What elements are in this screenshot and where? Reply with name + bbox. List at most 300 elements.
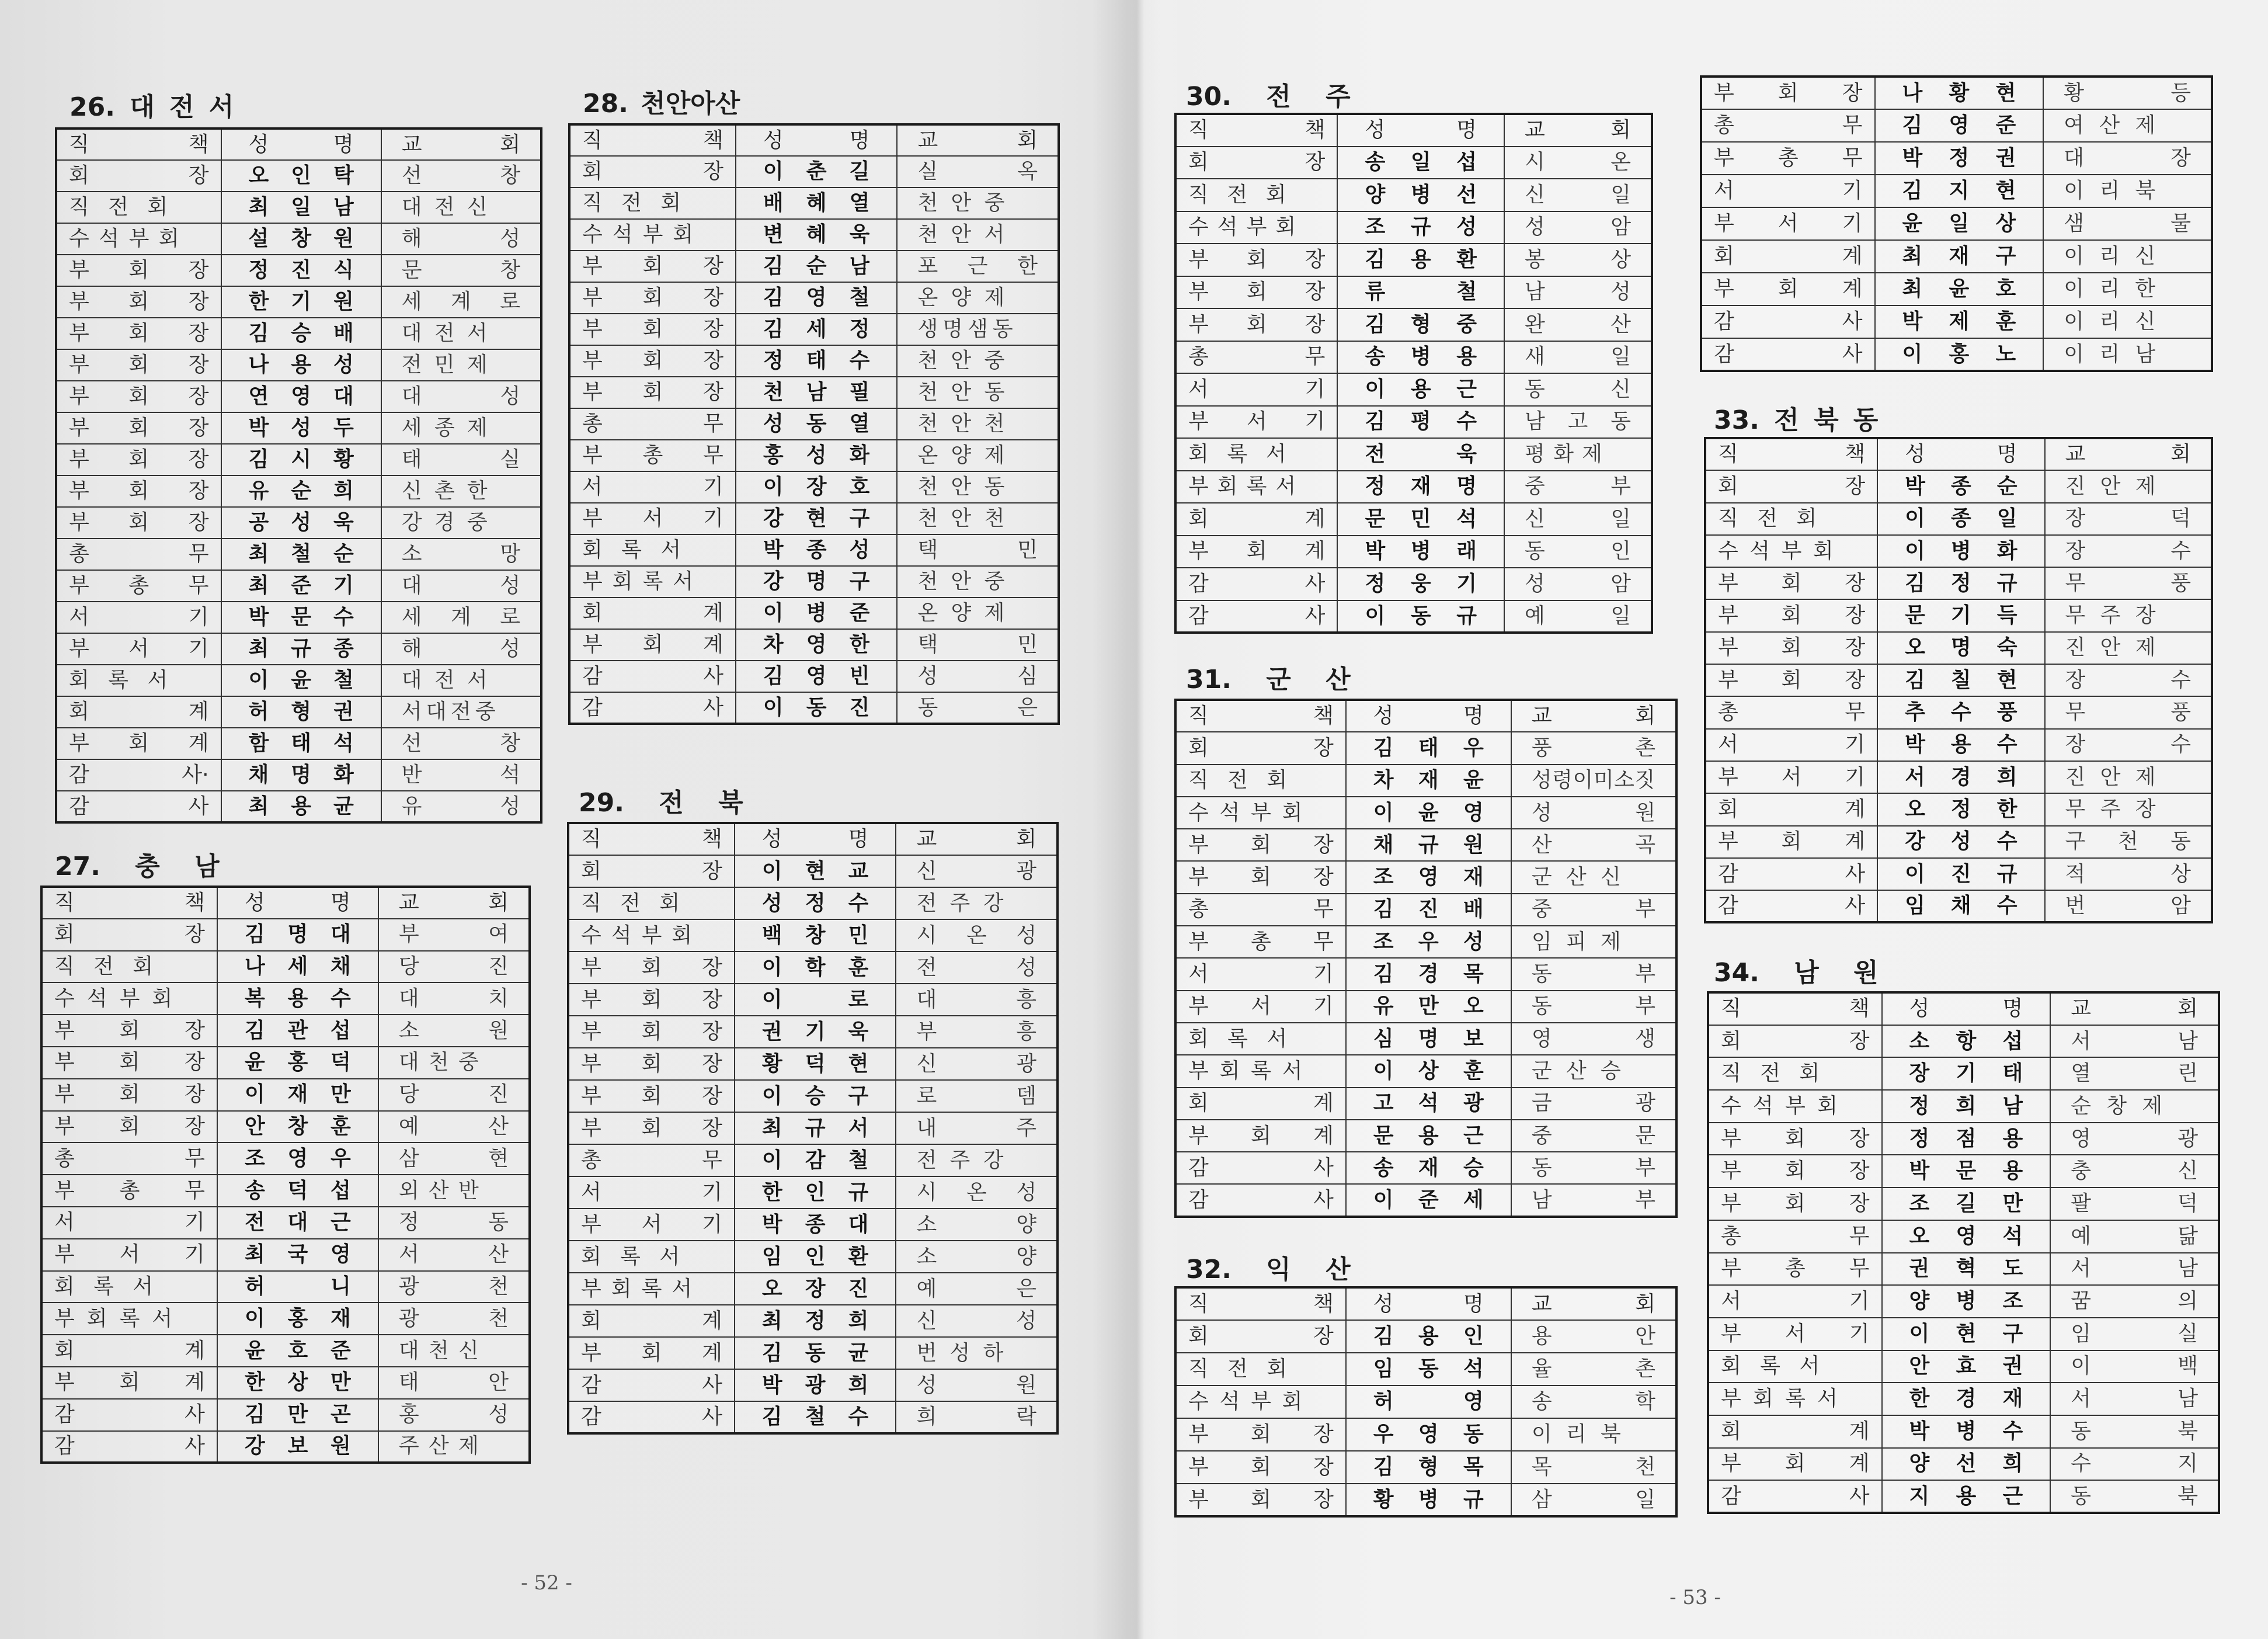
- header-label: 교 회: [401, 132, 520, 157]
- role-text: 부 회 장: [54, 1114, 205, 1138]
- role-cell: [568, 952, 735, 984]
- role-text: 부 회 계: [581, 1341, 722, 1365]
- role-text: 회록서: [1721, 1354, 1839, 1378]
- church-cell: [2050, 1220, 2219, 1253]
- table-row: [1175, 1385, 1676, 1418]
- church-text: 대전서: [401, 668, 500, 692]
- role-cell: [1705, 696, 1877, 728]
- table-row: [56, 602, 541, 633]
- church-cell: [2045, 632, 2212, 664]
- role-cell: [56, 570, 221, 602]
- role-cell: [41, 1079, 217, 1111]
- church-text: 이리북: [1531, 1422, 1636, 1446]
- church-text: 선 창: [401, 164, 520, 187]
- role-text: 부 회 장: [1718, 668, 1866, 692]
- role-text: 부 회 장: [1188, 865, 1334, 890]
- name-cell: [1346, 926, 1511, 958]
- role-text: 서 기: [69, 605, 209, 629]
- role-cell: [569, 219, 736, 251]
- church-cell: [896, 855, 1058, 887]
- church-text: 포 근 한: [917, 254, 1038, 278]
- table-row: [1175, 894, 1676, 926]
- role-text: 회 장: [1721, 1029, 1870, 1053]
- church-cell: [896, 1369, 1058, 1401]
- church-cell: [381, 696, 541, 728]
- role-cell: [41, 1111, 217, 1143]
- name-text: 김 형 중: [1365, 312, 1477, 336]
- church-text: 무 풍: [2065, 700, 2191, 725]
- church-text: 서 남: [2071, 1387, 2198, 1411]
- table-row: [41, 1367, 530, 1399]
- name-text: 박 종 성: [763, 538, 870, 562]
- role-cell: [1705, 599, 1877, 631]
- name-text: 최 준 기: [248, 574, 354, 598]
- role-cell: [56, 633, 221, 665]
- role-text: 회 장: [582, 159, 723, 183]
- church-text: 완 산: [1525, 312, 1631, 336]
- church-text: 예 일: [1525, 603, 1631, 628]
- church-text: 천안동: [917, 380, 1018, 404]
- name-cell: [1346, 1353, 1511, 1385]
- role-cell: [568, 887, 735, 919]
- church-cell: [896, 1305, 1058, 1337]
- church-text: 동 신: [1525, 377, 1631, 401]
- role-cell: [569, 534, 736, 566]
- name-cell: [217, 1303, 378, 1335]
- roster-table-31: [1174, 699, 1678, 1218]
- role-cell: [1705, 632, 1877, 664]
- name-text: 백 창 민: [761, 923, 869, 947]
- church-cell: [378, 1367, 530, 1399]
- name-text: 조 영 재: [1373, 865, 1484, 890]
- role-cell: [1175, 1152, 1346, 1184]
- name-cell: [221, 728, 381, 759]
- name-cell: [217, 1047, 378, 1079]
- name-text: 오 장 진: [761, 1276, 869, 1301]
- name-text: 장 기 태: [1909, 1061, 2023, 1086]
- church-cell: [1504, 211, 1652, 244]
- name-cell: [735, 1209, 896, 1241]
- name-cell: [1337, 471, 1504, 503]
- church-text: 천안중: [917, 349, 1018, 373]
- church-text: 전주강: [916, 891, 1017, 915]
- name-cell: [1346, 1023, 1511, 1055]
- table-row: [1175, 1120, 1676, 1152]
- church-header: [1511, 1287, 1676, 1320]
- role-text: 부 회 장: [1188, 312, 1326, 336]
- role-text: 수석부회: [54, 986, 185, 1011]
- name-text: 유 만 오: [1373, 994, 1484, 1019]
- church-text: 세 계 로: [401, 290, 520, 314]
- table-row: [56, 318, 541, 349]
- role-text: 부 회 장: [581, 987, 722, 1012]
- church-text: 동 부: [1531, 962, 1655, 987]
- church-text: 장 수: [2065, 732, 2191, 757]
- table-row: [568, 952, 1058, 984]
- church-text: 임피제: [1531, 929, 1636, 954]
- name-text: 허 영: [1373, 1390, 1484, 1414]
- church-text: 중 부: [1525, 474, 1631, 499]
- church-text: 온양제: [917, 286, 1018, 310]
- header-label: 성 명: [244, 890, 351, 915]
- table-row: [1175, 1484, 1676, 1516]
- church-text: 천안천: [917, 506, 1018, 530]
- role-text: 서 기: [1188, 377, 1326, 401]
- role-cell: [56, 696, 221, 728]
- role-header: [1175, 700, 1346, 732]
- page-number-left: - 52 -: [521, 1571, 572, 1595]
- header-label: 성 명: [763, 128, 870, 152]
- role-text: 총 무: [1721, 1224, 1870, 1248]
- name-text: 이 홍 노: [1902, 342, 2016, 366]
- role-cell: [1175, 503, 1337, 536]
- table-row: [1175, 829, 1676, 861]
- role-cell: [1705, 890, 1877, 922]
- church-cell: [1511, 1152, 1676, 1184]
- church-cell: [2050, 1187, 2219, 1220]
- church-text: 태 실: [401, 447, 520, 471]
- header-label: 직 책: [1188, 704, 1334, 728]
- church-cell: [897, 251, 1059, 282]
- role-cell: [1175, 991, 1346, 1023]
- role-cell: [1175, 958, 1346, 990]
- name-cell: [1882, 1057, 2051, 1090]
- name-text: 나 세 채: [244, 954, 351, 978]
- role-text: 부회록서: [1188, 474, 1305, 499]
- church-text: 대 성: [401, 384, 520, 408]
- table-row: [56, 192, 541, 223]
- role-text: 회록서: [1188, 442, 1305, 466]
- table-row: [1701, 273, 2212, 305]
- table-row: [569, 503, 1059, 534]
- name-text: 전 대 근: [244, 1210, 351, 1235]
- role-cell: [1701, 273, 1875, 305]
- church-cell: [896, 1048, 1058, 1080]
- role-cell: [41, 951, 217, 983]
- church-cell: [1504, 373, 1652, 406]
- church-cell: [2045, 599, 2212, 631]
- name-text: 김 동 균: [761, 1341, 869, 1365]
- role-text: 회록서: [1188, 1026, 1306, 1051]
- name-cell: [1882, 1155, 2051, 1187]
- table-row: [1705, 599, 2212, 631]
- church-header: [381, 129, 541, 160]
- role-text: 회 장: [581, 859, 722, 883]
- name-text: 김 용 환: [1365, 247, 1477, 272]
- table-row: [1708, 1090, 2219, 1123]
- church-cell: [381, 791, 541, 822]
- name-text: 지 용 근: [1909, 1484, 2023, 1508]
- church-cell: [1511, 991, 1676, 1023]
- table-row: [568, 1305, 1058, 1337]
- role-cell: [1701, 338, 1875, 371]
- name-text: 김 영 준: [1902, 113, 2016, 137]
- table-row: [56, 412, 541, 444]
- church-text: 로 뎀: [916, 1084, 1036, 1108]
- table-row: [1701, 142, 2212, 175]
- name-text: 김 영 빈: [763, 664, 870, 688]
- role-cell: [56, 791, 221, 822]
- name-cell: [735, 952, 896, 984]
- name-text: 김 정 규: [1905, 571, 2017, 595]
- header-label: 직 책: [1188, 1291, 1334, 1316]
- name-text: 김 승 배: [248, 321, 354, 345]
- role-text: 부회록서: [1721, 1387, 1850, 1411]
- role-cell: [56, 160, 221, 192]
- role-cell: [568, 1305, 735, 1337]
- role-cell: [1175, 861, 1346, 893]
- name-text: 류 철: [1365, 280, 1477, 304]
- role-cell: [568, 1401, 735, 1433]
- name-cell: [1877, 535, 2044, 567]
- church-text: 새 일: [1525, 345, 1631, 369]
- table-row: [1701, 305, 2212, 338]
- table-row: [1175, 926, 1676, 958]
- name-cell: [1882, 1383, 2051, 1415]
- role-cell: [1705, 535, 1877, 567]
- name-text: 윤 일 상: [1902, 211, 2016, 235]
- church-cell: [1511, 894, 1676, 926]
- role-text: 부 서 기: [54, 1242, 205, 1267]
- role-text: 부 회 장: [1188, 1487, 1334, 1512]
- role-cell: [1175, 1451, 1346, 1484]
- header-label: 교 회: [917, 128, 1038, 152]
- name-cell: [1337, 341, 1504, 374]
- church-cell: [381, 160, 541, 192]
- church-text: 금 광: [1531, 1091, 1655, 1116]
- name-text: 박 병 래: [1365, 539, 1477, 564]
- church-cell: [896, 1209, 1058, 1241]
- header-row: [1175, 700, 1676, 732]
- table-row: [568, 1209, 1058, 1241]
- name-text: 배 혜 열: [763, 191, 870, 215]
- name-cell: [1346, 1451, 1511, 1484]
- church-text: 성 심: [917, 664, 1038, 688]
- role-text: 수석부회: [1721, 1093, 1850, 1118]
- role-text: 회 장: [69, 164, 209, 187]
- name-cell: [736, 345, 898, 377]
- role-text: 부 총 무: [1721, 1256, 1870, 1281]
- church-cell: [897, 345, 1059, 377]
- church-text: 수 지: [2071, 1452, 2198, 1476]
- church-text: 홍 성: [398, 1402, 509, 1427]
- name-text: 정 재 명: [1365, 474, 1477, 499]
- church-cell: [1511, 1418, 1676, 1451]
- name-cell: [221, 223, 381, 255]
- name-cell: [735, 1273, 896, 1305]
- header-label: 교 회: [398, 890, 509, 915]
- table-row: [1175, 471, 1652, 503]
- role-text: 서 기: [1718, 732, 1866, 757]
- church-text: 택 민: [917, 538, 1038, 562]
- name-text: 최 재 구: [1902, 244, 2016, 268]
- table-row: [1705, 664, 2212, 696]
- name-cell: [735, 1401, 896, 1433]
- name-text: 박 병 수: [1909, 1419, 2023, 1443]
- name-cell: [1346, 1320, 1511, 1353]
- church-text: 이리북: [2064, 179, 2171, 203]
- role-cell: [1708, 1318, 1882, 1350]
- church-cell: [896, 887, 1058, 919]
- church-text: 부 여: [398, 922, 509, 947]
- role-cell: [1175, 373, 1337, 406]
- role-cell: [569, 598, 736, 629]
- name-text: 김 용 인: [1373, 1324, 1484, 1348]
- name-cell: [217, 1207, 378, 1239]
- name-cell: [735, 1016, 896, 1048]
- table-row: [1705, 470, 2212, 502]
- name-text: 이 동 규: [1365, 603, 1477, 628]
- church-text: 이 백: [2071, 1354, 2198, 1378]
- church-cell: [2043, 175, 2212, 207]
- header-label: 직 책: [54, 890, 205, 915]
- role-cell: [569, 377, 736, 408]
- church-text: 적 상: [2065, 862, 2191, 886]
- role-cell: [1708, 1415, 1882, 1448]
- role-text: 부 총 무: [582, 443, 723, 467]
- role-cell: [56, 192, 221, 223]
- role-text: 부 회 장: [54, 1050, 205, 1075]
- role-text: 감 사: [1718, 894, 1866, 918]
- church-cell: [1504, 308, 1652, 341]
- table-row: [1175, 991, 1676, 1023]
- table-row: [568, 1048, 1058, 1080]
- name-text: 공 성 욱: [248, 511, 354, 534]
- role-text: 직전회: [1718, 506, 1836, 531]
- name-cell: [1882, 1285, 2051, 1318]
- church-cell: [381, 475, 541, 507]
- role-cell: [56, 381, 221, 412]
- role-text: 부 회 장: [581, 1084, 722, 1108]
- table-row: [1705, 793, 2212, 825]
- church-text: 외산반: [398, 1178, 489, 1203]
- role-text: 직전회: [1188, 768, 1306, 793]
- role-cell: [569, 156, 736, 187]
- table-row: [1708, 1220, 2219, 1253]
- name-text: 황 덕 현: [761, 1051, 869, 1076]
- name-cell: [1337, 211, 1504, 244]
- church-text: 소 망: [401, 542, 520, 566]
- role-cell: [1701, 77, 1875, 109]
- header-label: 교 회: [2071, 996, 2198, 1021]
- church-cell: [2043, 273, 2212, 305]
- name-cell: [221, 475, 381, 507]
- name-text: 정 점 용: [1909, 1126, 2023, 1151]
- name-text: 정 웅 기: [1365, 571, 1477, 596]
- church-cell: [381, 286, 541, 318]
- role-text: 부 회 장: [54, 1082, 205, 1107]
- name-cell: [1875, 207, 2044, 240]
- table-row: [569, 187, 1059, 219]
- role-header: [1705, 438, 1877, 470]
- church-text: 선 창: [401, 731, 520, 755]
- section-title-26: 26. 대 전 서: [69, 92, 234, 122]
- church-cell: [1504, 600, 1652, 633]
- name-text: 김 형 목: [1373, 1455, 1484, 1479]
- role-cell: [568, 919, 735, 952]
- role-text: 부 회 계: [582, 633, 723, 657]
- church-cell: [381, 539, 541, 570]
- table-row: [1175, 373, 1652, 406]
- name-text: 송 덕 섭: [244, 1178, 351, 1203]
- name-cell: [221, 286, 381, 318]
- church-cell: [1511, 1353, 1676, 1385]
- name-text: 차 재 윤: [1373, 768, 1484, 793]
- role-text: 부 회 장: [582, 317, 723, 341]
- header-label: 직 책: [581, 827, 722, 851]
- role-cell: [1175, 1385, 1346, 1418]
- role-text: 부 회 장: [69, 416, 209, 440]
- name-cell: [1877, 729, 2044, 761]
- name-text: 이 재 만: [244, 1082, 351, 1107]
- name-header: [735, 823, 896, 855]
- church-cell: [897, 408, 1059, 440]
- role-text: 부 회 장: [582, 286, 723, 310]
- name-text: 우 영 동: [1373, 1422, 1484, 1446]
- page-fold-shadow: [1092, 0, 1185, 1639]
- roster-table-30: [1174, 113, 1653, 634]
- role-text: 부회록서: [581, 1276, 702, 1301]
- church-text: 광 천: [398, 1274, 509, 1298]
- role-text: 부 회 계: [1714, 277, 1863, 301]
- role-cell: [569, 503, 736, 534]
- church-cell: [378, 1207, 530, 1239]
- church-cell: [2045, 729, 2212, 761]
- name-text: 이 용 근: [1365, 377, 1477, 401]
- table-row: [41, 1047, 530, 1079]
- name-cell: [1875, 77, 2044, 109]
- name-cell: [1882, 1090, 2051, 1123]
- role-cell: [56, 602, 221, 633]
- role-cell: [56, 286, 221, 318]
- church-cell: [2043, 77, 2212, 109]
- role-cell: [1175, 1320, 1346, 1353]
- name-text: 강 명 구: [763, 570, 870, 593]
- church-cell: [2050, 1090, 2219, 1123]
- role-text: 부 회 장: [1714, 81, 1863, 105]
- table-row: [1175, 568, 1652, 600]
- church-text: 구 천 동: [2065, 829, 2191, 854]
- role-text: 감 사: [54, 1402, 205, 1427]
- name-text: 이 장 호: [763, 475, 870, 499]
- name-text: 변 혜 욱: [763, 223, 870, 246]
- church-text: 대천중: [398, 1050, 489, 1075]
- church-text: 온양제: [917, 443, 1018, 467]
- table-row: [41, 1239, 530, 1271]
- table-row: [41, 1079, 530, 1111]
- table-row: [41, 1431, 530, 1463]
- table-row: [56, 286, 541, 318]
- name-text: 채 규 원: [1373, 832, 1484, 857]
- role-cell: [56, 412, 221, 444]
- name-text: 한 상 만: [244, 1370, 351, 1395]
- role-text: 직전회: [54, 954, 172, 978]
- role-cell: [1701, 207, 1875, 240]
- table-row: [56, 728, 541, 759]
- role-text: 총 무: [582, 412, 723, 436]
- church-cell: [897, 314, 1059, 345]
- name-cell: [736, 377, 898, 408]
- role-cell: [41, 1015, 217, 1047]
- church-text: 이리한: [2064, 277, 2171, 301]
- role-text: 회록서: [581, 1244, 699, 1269]
- role-text: 감 사: [1188, 1155, 1334, 1180]
- church-text: 성 원: [1531, 800, 1655, 825]
- role-cell: [568, 1112, 735, 1144]
- role-cell: [56, 507, 221, 539]
- role-cell: [1175, 406, 1337, 439]
- role-text: 부 회 장: [54, 1018, 205, 1043]
